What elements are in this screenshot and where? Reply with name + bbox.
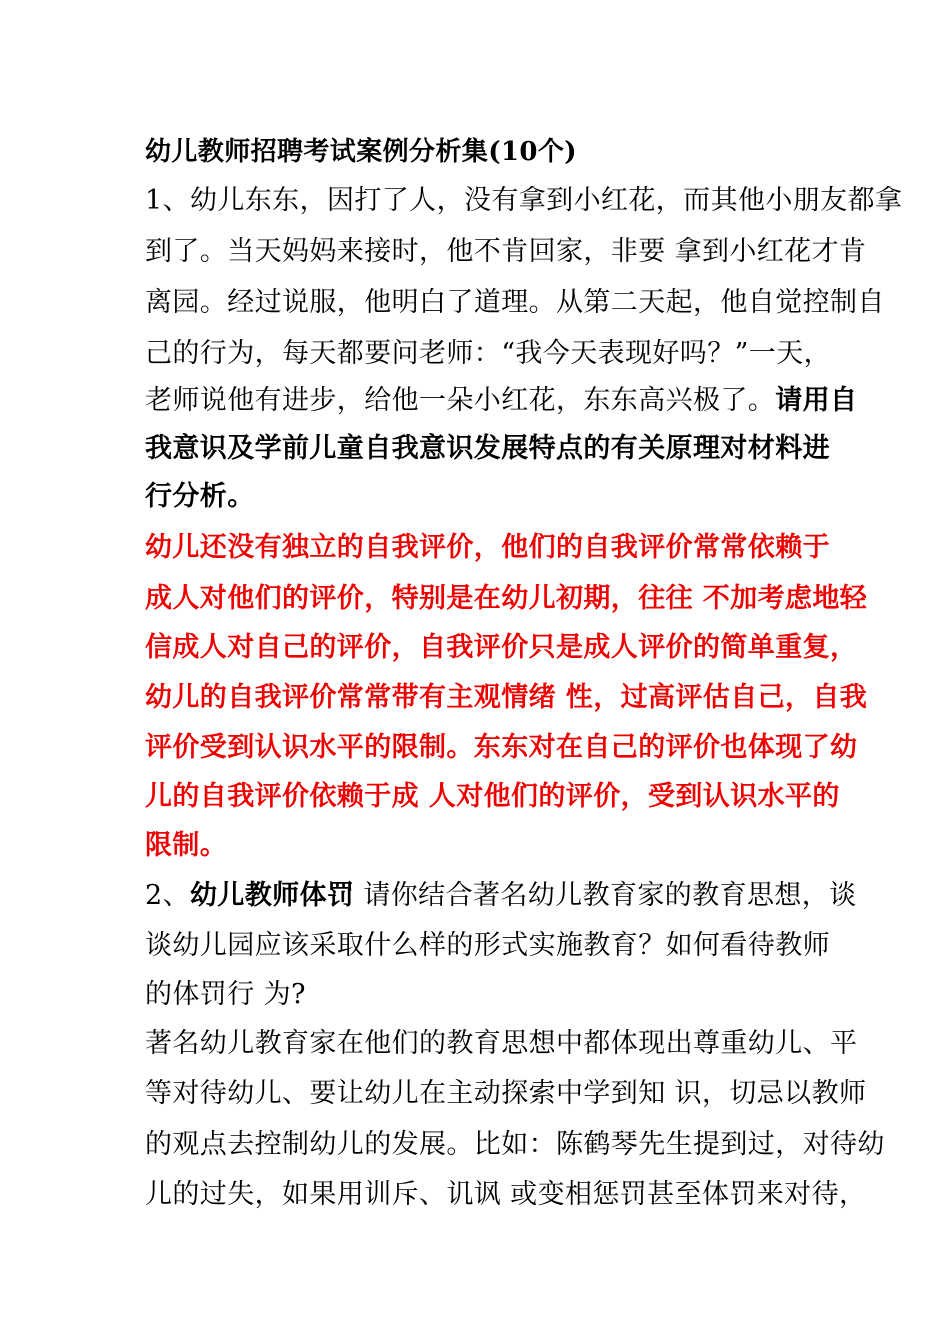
case1-answer-line-6: 儿的自我评价依赖于成 人对他们的评价，受到认识水平的 xyxy=(145,781,840,812)
case1-line-5-text: 老师说他有进步，给他一朵小红花，东东高兴极了。 xyxy=(145,385,776,416)
case2-answer-line-3: 的观点去控制幼儿的发展。比如：陈鹤琴先生提到过，对待幼 xyxy=(145,1129,885,1160)
case1-answer-line-2: 成人对他们的评价，特别是在幼儿初期，往往 不加考虑地轻 xyxy=(145,583,868,614)
case1-question-line-2: 行分析。 xyxy=(145,481,255,512)
case1-question-start: 请用自 xyxy=(775,385,858,416)
case2-line-1-text: 请你结合著名幼儿教育家的教育思想，谈 xyxy=(354,880,857,911)
case1-line-3: 离园。经过说服，他明白了道理。从第二天起，他自觉控制自 xyxy=(145,287,885,318)
case1-answer-line-3: 信成人对自己的评价，自我评价只是成人评价的简单重复， xyxy=(145,632,858,663)
case2-heading: 幼儿教师体罚 xyxy=(189,880,355,911)
case2-answer-line-1: 著名幼儿教育家在他们的教育思想中都体现出尊重幼儿、平 xyxy=(145,1028,858,1059)
case1-answer-line-5: 评价受到认识水平的限制。东东对在自己的评价也体现了幼 xyxy=(145,732,858,763)
case2-number: 2、 xyxy=(145,880,190,911)
case1-line-1: 1、幼儿东东，因打了人，没有拿到小红花，而其他小朋友都拿 xyxy=(145,185,903,216)
document-title: 幼儿教师招聘考试案例分析集(10个) xyxy=(145,137,577,167)
case1-line-5 xyxy=(145,384,857,418)
case1-line-2: 到了。当天妈妈来接时，他不肯回家，非要 拿到小红花才肯 xyxy=(145,236,867,267)
case2-question-line-2: 的体罚行 为? xyxy=(145,979,306,1010)
case1-answer-line-7: 限制。 xyxy=(145,830,228,861)
case1-question-line-1: 我意识及学前儿童自我意识发展特点的有关原理对材料进 xyxy=(145,433,830,464)
case2-question-line-1: 谈幼儿园应该采取什么样的形式实施教育？如何看待教师 xyxy=(145,930,830,961)
case1-line-4: 己的行为，每天都要问老师：“我今天表现好吗？”一天， xyxy=(145,338,832,369)
case1-answer-line-4: 幼儿的自我评价常常带有主观情绪 性，过高评估自己，自我 xyxy=(145,682,868,713)
case2-answer-line-4: 儿的过失，如果用训斥、讥讽 或变相惩罚甚至体罚来对待， xyxy=(145,1179,867,1210)
case2-line-1 xyxy=(145,879,857,913)
case1-answer-line-1: 幼儿还没有独立的自我评价，他们的自我评价常常依赖于 xyxy=(145,532,830,563)
case2-answer-line-2: 等对待幼儿、要让幼儿在主动探索中学到知 识，切忌以教师 xyxy=(145,1078,867,1109)
